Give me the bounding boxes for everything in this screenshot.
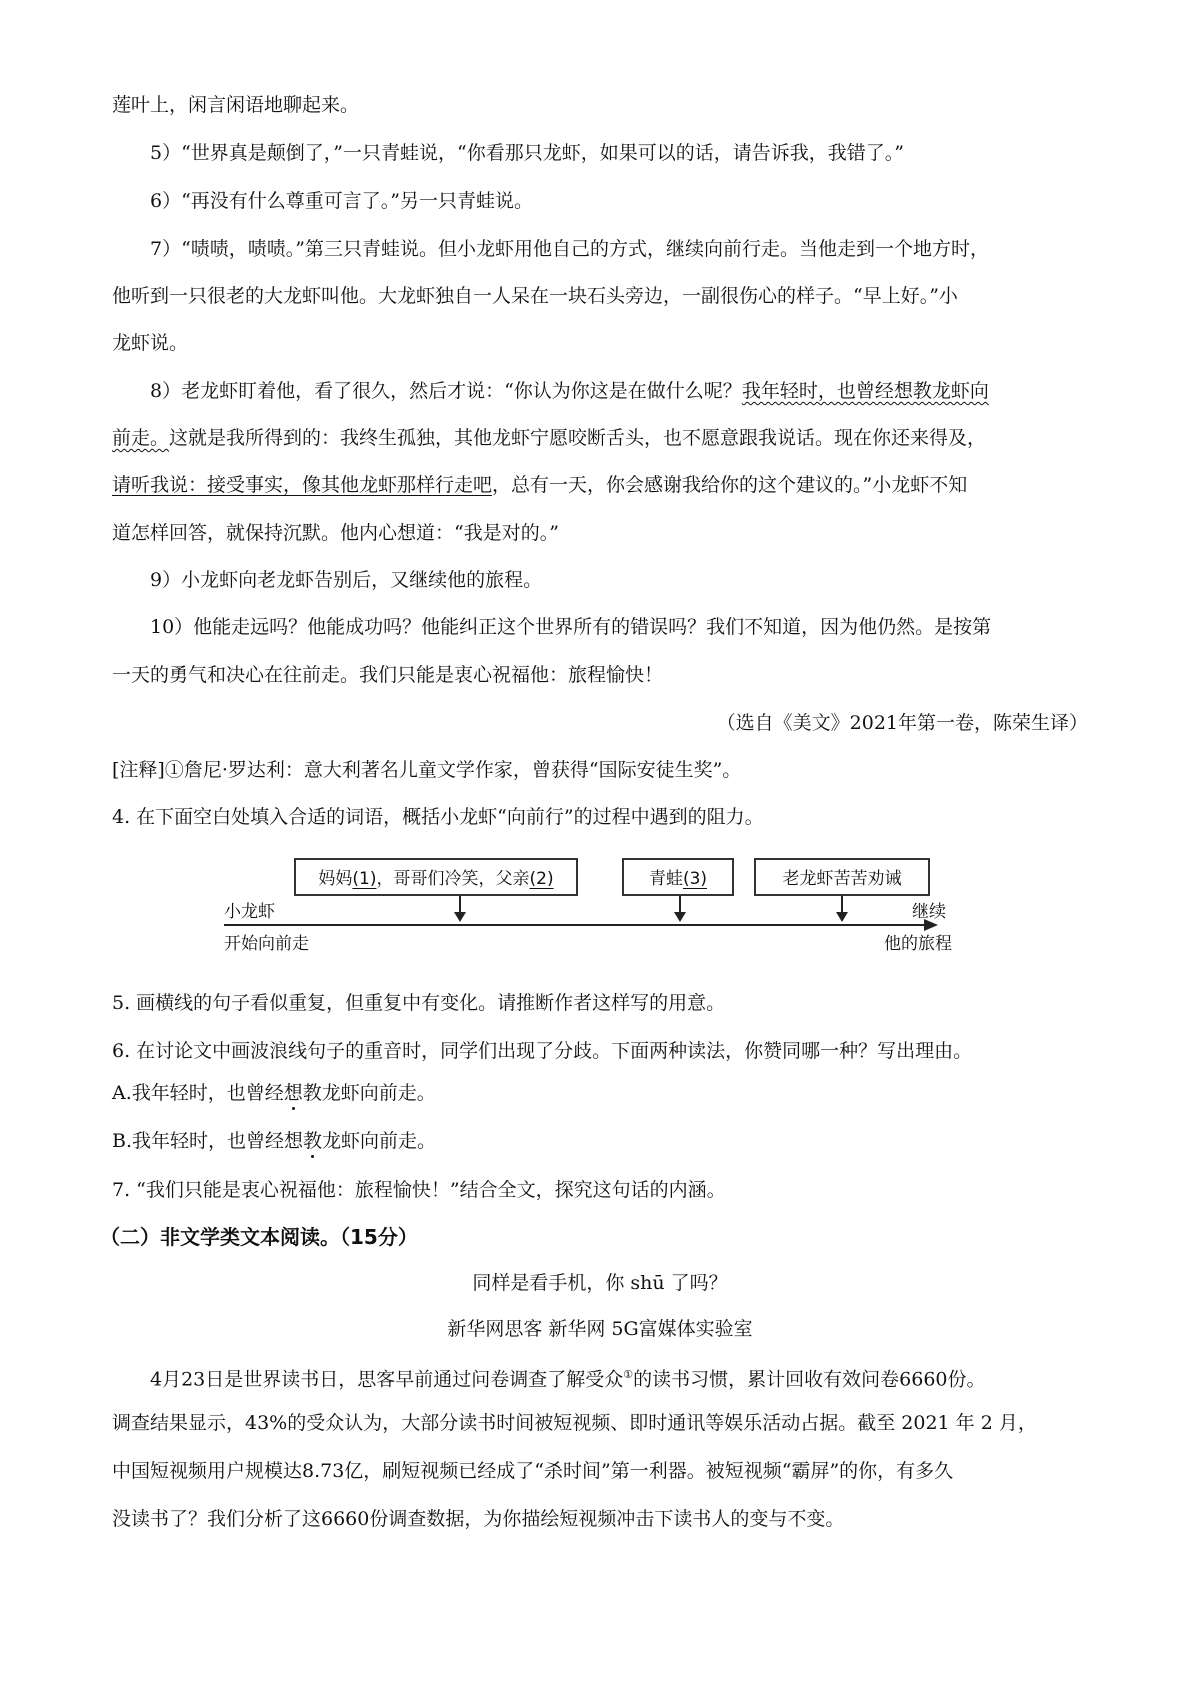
paragraph-7-line-1: 7）“啧啧，啧啧。”第三只青蛙说。但小龙虾用他自己的方式，继续向前行走。当他走到一个地方时，: [150, 238, 990, 260]
option-a: [112, 1080, 1092, 1106]
paragraph-7-line-2: 他听到一只很老的大龙虾叫他。大龙虾独自一人呆在一块石头旁边，一副很伤心的样子。“早上好。”小: [112, 285, 958, 307]
box-text: 青蛙: [648, 869, 683, 889]
blank-1: (1): [352, 869, 377, 889]
box-text: 妈妈: [318, 869, 353, 889]
paragraph-10-line-1: 10）他能走远吗？他能成功吗？他能纠正这个世界所有的错误吗？我们不知道，因为他仍然。是按第: [150, 616, 992, 638]
paragraph-8-line-4: 道怎样回答，就保持沉默。他内心想道：“我是对的。”: [112, 522, 559, 544]
option-text: B.我年轻时，也曾经想: [112, 1130, 304, 1152]
plain-text: 这就是我所得到的：我终生孤独，其他龙虾宁愿咬断舌头，也不愿意跟我说话。现在你还来得及，: [169, 427, 987, 449]
article-paragraph-line-1: [150, 1362, 1130, 1392]
option-text: 教龙虾向前走。: [302, 1082, 436, 1104]
paragraph-line: 莲叶上，闲言闲语地聊起来。: [112, 94, 360, 116]
plain-text: 8）老龙虾盯着他，看了很久，然后才说：“你认为你这是在做什么呢？: [150, 380, 742, 402]
question-7: 7. “我们只能是衷心祝福他：旅程愉快！”结合全文，探究这句话的内涵。: [112, 1179, 726, 1201]
arrowhead-icon: [674, 912, 686, 922]
paragraph-6: 6）“再没有什么尊重可言了。”另一只青蛙说。: [150, 190, 534, 212]
stressed-char: 教: [303, 1130, 323, 1152]
paragraph-8-line-2: [112, 425, 1092, 451]
stressed-char: 想: [283, 1082, 303, 1104]
diagram-box-family: [294, 858, 578, 896]
diagram-start-label-2: 开始向前走: [224, 934, 309, 954]
box-text: ，哥哥们冷笑，父亲: [376, 869, 530, 889]
option-b: [112, 1128, 1092, 1154]
paragraph-9: 9）小龙虾向老龙虾告别后，又继续他的旅程。: [150, 569, 543, 591]
arrowhead-icon: [454, 912, 466, 922]
underlined-sentence: 请听我说：接受事实，像其他龙虾那样行走吧: [112, 474, 493, 496]
footnote-marker: ①: [623, 1368, 634, 1381]
timeline-arrow: [224, 924, 924, 926]
diagram-box-old-lobster: [754, 858, 930, 896]
source-citation: （选自《美文》2021年第一卷，陈荣生译）: [716, 712, 1088, 734]
paragraph-8-line-1: [150, 378, 1130, 404]
box-text: 老龙虾苦苦劝诫: [782, 869, 902, 889]
blank-3: (3): [682, 869, 708, 889]
wavy-underlined-sentence-end: 前走。: [112, 427, 170, 449]
article-paragraph-line-3: 中国短视频用户规模达8.73亿，刷短视频已经成了“杀时间”第一利器。被短视频“霸屏”的你，有多久: [112, 1460, 954, 1482]
article-title: 同样是看手机，你 shū 了吗？: [472, 1272, 728, 1294]
plain-text: 4月23日是世界读书日，思客早前通过问卷调查了解受众: [150, 1368, 624, 1391]
paragraph-7-line-3: 龙虾说。: [112, 332, 189, 354]
question-6: 6. 在讨论文中画波浪线句子的重音时，同学们出现了分歧。下面两种读法，你赞同哪一种？写出理由。: [112, 1040, 973, 1062]
arrowhead-icon: [836, 912, 848, 922]
diagram-start-label: 小龙虾: [224, 902, 275, 922]
diagram-end-label-2: 他的旅程: [884, 934, 952, 954]
paragraph-10-line-2: 一天的勇气和决心在往前走。我们只能是衷心祝福他：旅程愉快！: [112, 664, 664, 686]
wavy-underlined-sentence: 我年轻时，也曾经想教龙虾向: [741, 380, 989, 402]
plain-text: 的读书习惯，累计回收有效问卷6660份。: [633, 1368, 986, 1391]
question-5: 5. 画横线的句子看似重复，但重复中有变化。请推断作者这样写的用意。: [112, 992, 726, 1014]
question-4: 4. 在下面空白处填入合适的词语，概括小龙虾“向前行”的过程中遇到的阻力。: [112, 806, 764, 828]
option-text: A.我年轻时，也曾经: [112, 1082, 284, 1104]
paragraph-8-line-3: [112, 472, 1092, 498]
article-paragraph-line-4: 没读书了？我们分析了这6660份调查数据，为你描绘短视频冲击下读书人的变与不变。: [112, 1508, 845, 1530]
footnote: [注释]①詹尼·罗达利：意大利著名儿童文学作家，曾获得“国际安徒生奖”。: [112, 759, 742, 781]
blank-2: (2): [529, 869, 554, 889]
diagram-box-frogs: [622, 858, 734, 896]
diagram-end-label: 继续: [912, 902, 946, 922]
obstacle-diagram: [224, 848, 964, 960]
option-text: 龙虾向前走。: [322, 1130, 437, 1152]
paragraph-5: 5）“世界真是颠倒了，”一只青蛙说，“你看那只龙虾，如果可以的话，请告诉我，我错了。”: [150, 142, 904, 164]
article-byline: 新华网思客 新华网 5G富媒体实验室: [447, 1318, 753, 1340]
section-heading: （二）非文学类文本阅读。（15分）: [100, 1225, 418, 1249]
article-paragraph-line-2: 调查结果显示，43%的受众认为，大部分读书时间被短视频、即时通讯等娱乐活动占据。截至 2021 年 2 月，: [112, 1412, 1037, 1434]
plain-text: ，总有一天，你会感谢我给你的这个建议的。”小龙虾不知: [492, 474, 968, 496]
